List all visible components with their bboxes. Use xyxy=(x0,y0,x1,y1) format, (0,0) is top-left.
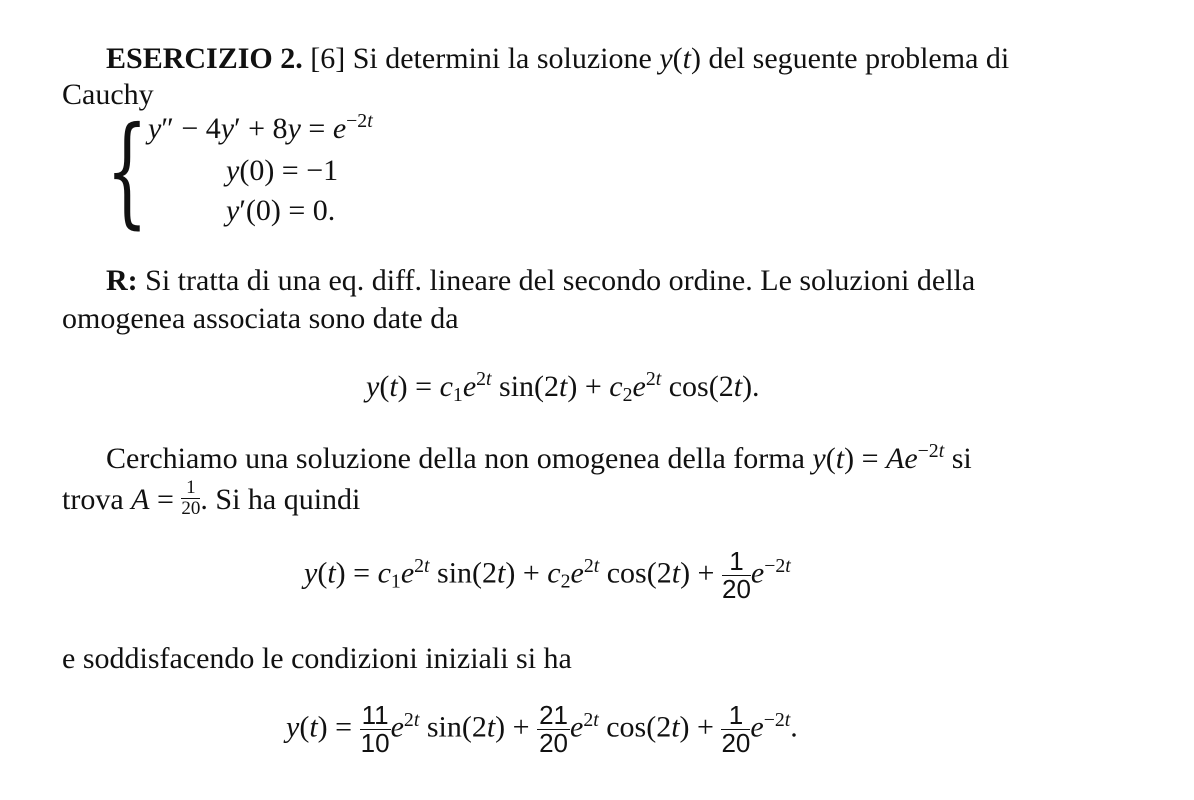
answer-line-1: R: Si tratta di una eq. diff. lineare del secondo ordine. Le soluzioni della xyxy=(106,264,976,297)
equation-homogeneous: $y(t) = c_1e^{2t}$ $\sin(2t) + c_2e^{2t}$ cos(2t). xyxy=(366,368,760,406)
fraction-final-3: $\frac{1}{20}$ xyxy=(721,700,751,759)
exercise-points: [6] xyxy=(310,42,346,75)
equation-final: y(t) = $\frac{11}{10}$ $e^{2t}$ sin(2t) + $\frac{21}{20}$ $e^{2t}$ cos(2t) + $\frac{1}{20}$ $e^{-2t}$. xyxy=(286,700,798,759)
exercise-statement-line-1: ESERCIZIO 2. [6] Si determini la soluzione y(t) del seguente problema di xyxy=(106,42,1010,75)
system-brace: { xyxy=(106,102,148,241)
fraction-A: $\frac{1}{20}$ xyxy=(181,477,201,519)
exercise-statement-line-2: Cauchy xyxy=(62,78,154,111)
fraction-general: $\frac{1}{20}$ xyxy=(721,546,751,605)
answer-line-2: omogenea associata sono date da xyxy=(62,302,459,335)
equation-general: $y(t) = c_1e^{2t}$ $\sin(2t) + c_2e^{2t}$ cos(2t) + $\frac{1}{20}$ $e^{-2t}$ xyxy=(304,546,791,605)
fraction-final-2: $\frac{21}{20}$ xyxy=(539,700,568,759)
fraction-final-1: $\frac{11}{10}$ xyxy=(360,700,390,759)
answer-label: R: xyxy=(106,264,138,297)
system-equation-2: y(0) = −1 xyxy=(226,154,339,187)
system-equation-3: y′(0) = 0. xyxy=(226,194,336,227)
system-equation-1: $y'' - 4y' + 8y = e^{-2t}$ xyxy=(148,110,373,145)
exercise-title: ESERCIZIO 2. xyxy=(106,42,303,75)
answer-line-4: trova A = $\frac{1}{20}$ . Si ha quindi xyxy=(62,477,361,519)
answer-line-3: Cerchiamo una soluzione della non omogenea della forma $y(t) = Ae^{-2t}$ si xyxy=(106,440,972,475)
answer-line-5: e soddisfacendo le condizioni iniziali si ha xyxy=(62,642,572,675)
